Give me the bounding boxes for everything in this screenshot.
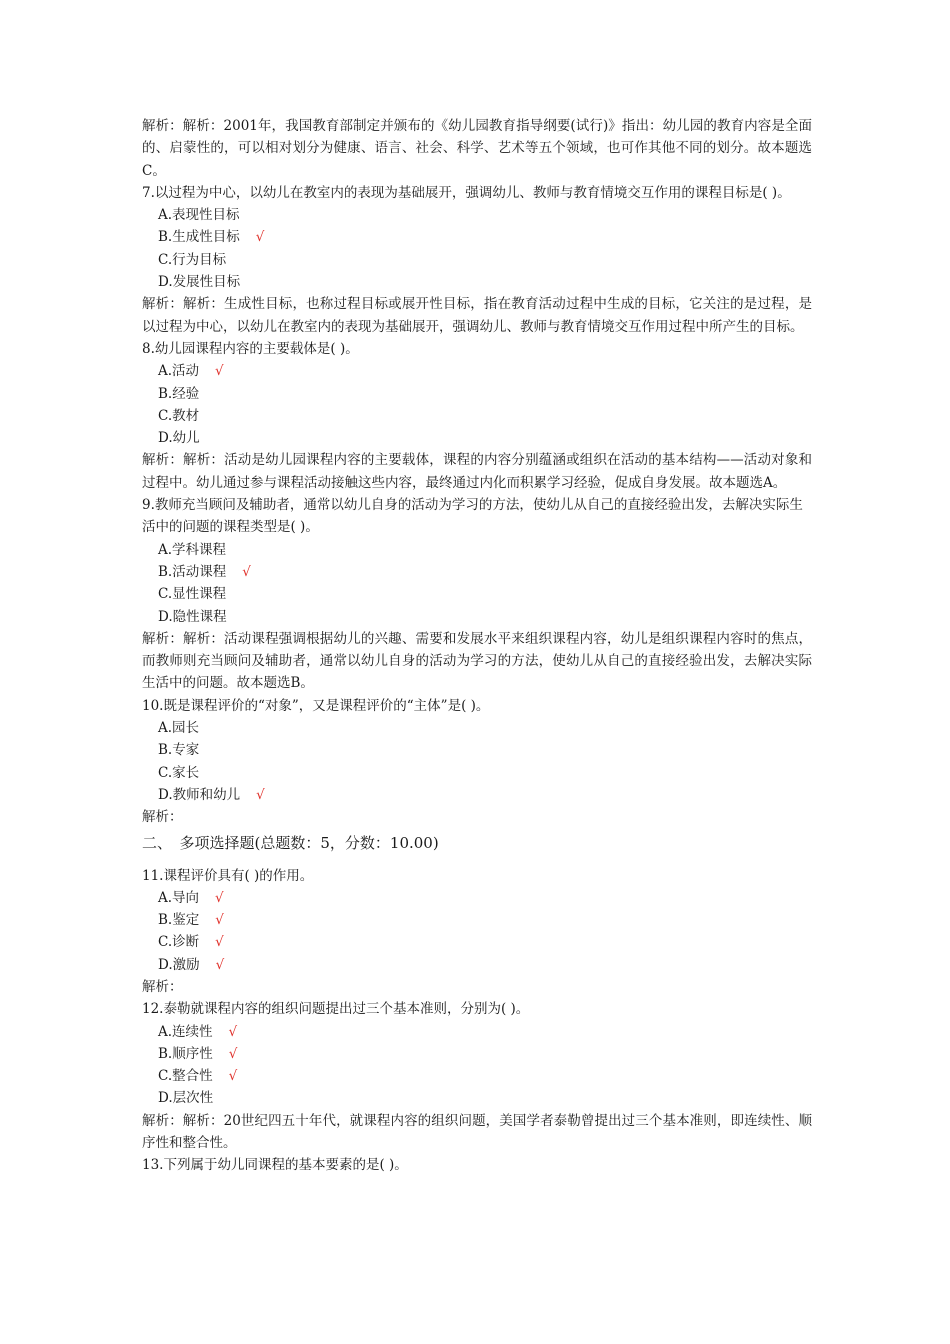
option-c: C.教材 — [158, 407, 200, 424]
check-mark-icon: √ — [255, 229, 265, 246]
question-block — [142, 182, 812, 338]
option-d: D.隐性课程 — [158, 608, 227, 625]
option-a: A.学科课程 — [158, 541, 227, 558]
option-d: D.发展性目标 — [158, 274, 241, 291]
option-a: A.表现性目标 — [158, 207, 240, 224]
question-block — [142, 998, 812, 1154]
check-mark-icon: √ — [256, 786, 265, 803]
question-block — [142, 695, 812, 829]
option-b: B.专家 — [158, 742, 200, 759]
check-mark-icon: √ — [228, 1023, 238, 1040]
option-c: C.行为目标 — [158, 251, 227, 268]
option-a: A.园长 — [158, 720, 200, 737]
question-stem: 12.泰勒就课程内容的组织问题提出过三个基本准则，分别为( )。 — [142, 1001, 530, 1018]
option-a: A.连续性 √ — [158, 1023, 238, 1040]
check-mark-icon: √ — [228, 1068, 238, 1085]
option-d: D.幼儿 — [158, 430, 200, 447]
check-mark-icon: √ — [215, 956, 225, 973]
question-block — [142, 338, 812, 494]
option-b: B.鉴定 √ — [158, 912, 224, 929]
option-c: C.诊断 √ — [158, 934, 224, 951]
question-block — [142, 494, 812, 695]
option-b: B.经验 — [158, 385, 200, 402]
explanation-q6: 解析：解析：2001年，我国教育部制定并颁布的《幼儿园教育指导纲要(试行)》指出：幼儿园的教育内容是全面的、启蒙性的，可以相对划分为健康、语言、社会、科学、艺术等五个领域，也可作其他不同的划分。故本题选C。 — [142, 118, 812, 179]
check-mark-icon: √ — [215, 363, 224, 380]
section-heading: 二、 多项选择题(总题数：5，分数：10.00) — [142, 833, 439, 852]
option-b: B.顺序性 √ — [158, 1045, 238, 1062]
question-stem: 11.课程评价具有( )的作用。 — [142, 867, 314, 884]
check-mark-icon: √ — [242, 563, 251, 580]
option-c: C.家长 — [158, 764, 200, 781]
check-mark-icon: √ — [215, 934, 224, 951]
explanation: 解析：解析：活动课程强调根据幼儿的兴趣、需要和发展水平来组织课程内容，幼儿是组织课程内容时的焦点，而教师则充当顾问及辅助者，通常以幼儿自身的活动为学习的方法，使幼儿从自己的直接经验出发，去解决实际生活中的问题。故本题选B。 — [142, 630, 812, 692]
option-a: A.活动 √ — [158, 363, 224, 380]
explanation: 解析： — [142, 809, 183, 826]
explanation: 解析：解析：活动是幼儿园课程内容的主要载体，课程的内容分别蕴涵或组织在活动的基本结构——活动对象和过程中。幼儿通过参与课程活动接触这些内容，最终通过内化而积累学习经验，促成自身发展。故本题选A。 — [142, 452, 812, 491]
check-mark-icon: √ — [215, 912, 224, 929]
option-d: D.激励 √ — [158, 956, 225, 973]
option-b: B.生成性目标 √ — [158, 229, 265, 246]
document-content — [142, 115, 812, 1177]
question-stem: 7.以过程为中心，以幼儿在教室内的表现为基础展开，强调幼儿、教师与教育情境交互作用的课程目标是( )。 — [142, 184, 791, 201]
explanation: 解析： — [142, 978, 183, 995]
check-mark-icon: √ — [215, 889, 224, 906]
explanation: 解析：解析：生成性目标，也称过程目标或展开性目标，指在教育活动过程中生成的目标，它关注的是过程，是以过程为中心，以幼儿在教室内的表现为基础展开，强调幼儿、教师与教育情境交互作用过程中所产生的目标。 — [142, 296, 812, 335]
question-block — [142, 865, 812, 999]
explanation: 解析：解析：20世纪四五十年代，就课程内容的组织问题，美国学者泰勒曾提出过三个基本准则，即连续性、顺序性和整合性。 — [142, 1112, 812, 1152]
check-mark-icon: √ — [228, 1045, 238, 1062]
question-stem: 13.下列属于幼儿同课程的基本要素的是( )。 — [142, 1157, 408, 1174]
option-b: B.活动课程 √ — [158, 563, 251, 580]
question-stem: 10.既是课程评价的“对象”，又是课程评价的“主体”是( )。 — [142, 697, 490, 714]
option-d: D.教师和幼儿 √ — [158, 786, 265, 803]
question-stem: 9.教师充当顾问及辅助者，通常以幼儿自身的活动为学习的方法，使幼儿从自己的直接经验出发，去解决实际生活中的问题的课程类型是( )。 — [142, 497, 803, 536]
option-a: A.导向 √ — [158, 889, 224, 906]
option-c: C.整合性 √ — [158, 1068, 238, 1085]
question-stem: 8.幼儿园课程内容的主要载体是( )。 — [142, 340, 359, 357]
option-c: C.显性课程 — [158, 586, 227, 603]
option-d: D.层次性 — [158, 1090, 214, 1107]
